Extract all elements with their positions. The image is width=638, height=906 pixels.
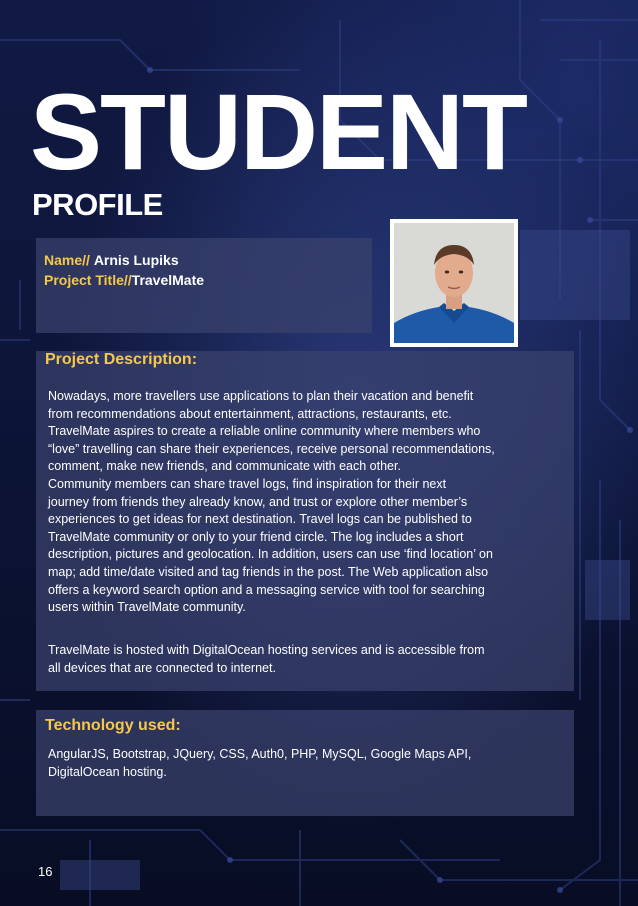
technology-body	[48, 746, 568, 781]
description-line: users within TravelMate community.	[48, 600, 246, 615]
description-line: description, pictures and geolocation. In addition, users can use ‘find location’ on	[48, 547, 493, 562]
name-label: Name//	[44, 252, 90, 268]
project-title-label: Project Title//	[44, 272, 132, 288]
technology-line: DigitalOcean hosting.	[48, 764, 167, 779]
description-line: Nowadays, more travellers use applications to plan their vacation and benefit	[48, 389, 474, 403]
page-title: STUDENT	[30, 71, 526, 192]
portrait-image	[394, 223, 514, 343]
description-line: journey from friends they already know, and trust or explore other member’s	[48, 494, 468, 509]
page-subtitle: PROFILE	[32, 187, 163, 222]
technology-line: AngularJS, Bootstrap, JQuery, CSS, Auth0, PHP, MySQL, Google Maps API,	[48, 747, 472, 761]
description-line: from recommendations about entertainment, attractions, restaurants, etc.	[48, 406, 452, 421]
description-line: experiences to get ideas for next destination. Travel logs can be published to	[48, 512, 472, 527]
hosting-paragraph	[48, 642, 568, 677]
project-title-line	[44, 270, 204, 290]
hosting-line: TravelMate is hosted with DigitalOcean hosting services and is accessible from	[48, 643, 485, 657]
project-title-value: TravelMate	[131, 272, 205, 288]
description-line: map; add time/date visited and tag friends in the post. The Web application also	[48, 564, 489, 579]
description-line: comment, make new friends, and communicate with each other.	[48, 459, 401, 474]
description-line: TravelMate community or only to your friend circle. The log includes a short	[48, 529, 464, 544]
hosting-line: all devices that are connected to internet.	[48, 660, 276, 675]
description-line: “love” travelling can share their experiences, receive personal recommendations,	[48, 441, 495, 456]
description-line: TravelMate aspires to create a reliable online community where members who	[48, 424, 481, 439]
technology-heading: Technology used:	[45, 717, 181, 734]
page-number: 16	[38, 864, 53, 879]
description-body	[48, 388, 568, 617]
name-line	[44, 250, 179, 270]
name-value: Arnis Lupiks	[93, 252, 179, 268]
description-line: offers a keyword search option and a messaging service with tool for searching	[48, 582, 485, 597]
description-heading: Project Description:	[45, 351, 198, 368]
student-photo	[390, 219, 518, 347]
description-line: Community members can share travel logs, find inspiration for their next	[48, 476, 447, 491]
